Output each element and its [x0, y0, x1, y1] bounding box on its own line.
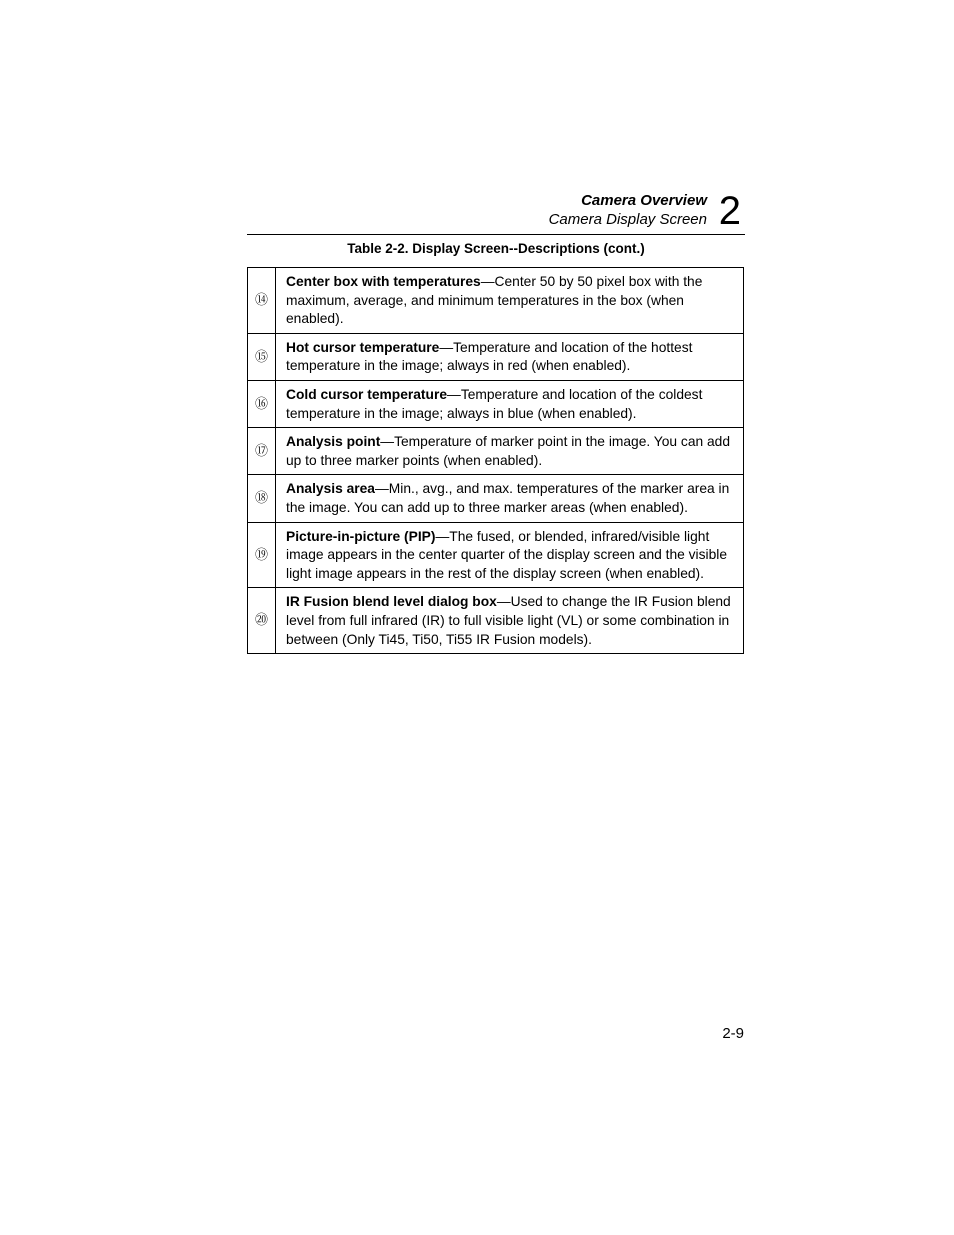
table-title: Table 2-2. Display Screen--Descriptions (cont.) — [347, 241, 645, 256]
table-row — [248, 333, 744, 380]
term-label: Cold cursor temperature — [286, 386, 448, 402]
header-section-title: Camera Overview — [581, 192, 707, 209]
table-row — [248, 428, 744, 475]
callout-number: ⑲ — [248, 522, 276, 588]
term-description: —Temperature and location of the coldest temperature in the image; always in blue (when enabled). — [286, 386, 703, 421]
callout-number: ⑮ — [248, 333, 276, 380]
callout-number: ⑰ — [248, 428, 276, 475]
description-cell — [276, 475, 744, 522]
callout-number: ⑳ — [248, 588, 276, 654]
table-row — [248, 475, 744, 522]
table-row — [248, 268, 744, 334]
description-cell — [276, 380, 744, 427]
term-label: Analysis area — [286, 481, 375, 497]
description-cell — [276, 333, 744, 380]
description-table — [247, 267, 744, 654]
term-label: Hot cursor temperature — [286, 339, 440, 355]
term-description: —The fused, or blended, infrared/visible light image appears in the center quarter of the display screen and the visible light image appears in the rest of the display screen (when enabled). — [286, 528, 727, 581]
header-titles — [549, 191, 707, 229]
table-row — [248, 380, 744, 427]
table-row — [248, 522, 744, 588]
term-description: —Center 50 by 50 pixel box with the maximum, average, and minimum temperatures in the box (when enabled). — [286, 274, 703, 327]
term-description: —Temperature of marker point in the image. You can add up to three marker points (when enabled). — [286, 434, 731, 468]
callout-number: ⑱ — [248, 475, 276, 522]
term-description: —Temperature and location of the hottest temperature in the image; always in red (when enabled). — [286, 339, 693, 374]
description-cell — [276, 522, 744, 588]
term-label: Analysis point — [286, 434, 381, 450]
callout-number: ⑭ — [248, 268, 276, 334]
term-description: —Used to change the IR Fusion blend level from full infrared (IR) to full visible light (VL) or some combination in between (Only Ti45, Ti50, Ti55 IR Fusion models). — [286, 594, 731, 647]
description-cell — [276, 428, 744, 475]
term-description: —Min., avg., and max. temperatures of the marker area in the image. You can add up to three marker areas (when enabled). — [286, 481, 730, 515]
description-cell — [276, 268, 744, 334]
description-cell — [276, 588, 744, 654]
running-header — [247, 188, 745, 235]
term-label: IR Fusion blend level dialog box — [286, 594, 497, 610]
callout-number: ⑯ — [248, 380, 276, 427]
term-label: Center box with temperatures — [286, 274, 481, 289]
term-label: Picture-in-picture (PIP) — [286, 528, 436, 544]
chapter-number: 2 — [718, 189, 741, 233]
header-subsection-title: Camera Display Screen — [548, 211, 707, 228]
table-row — [248, 588, 744, 654]
page-number: 2-9 — [722, 1025, 744, 1042]
